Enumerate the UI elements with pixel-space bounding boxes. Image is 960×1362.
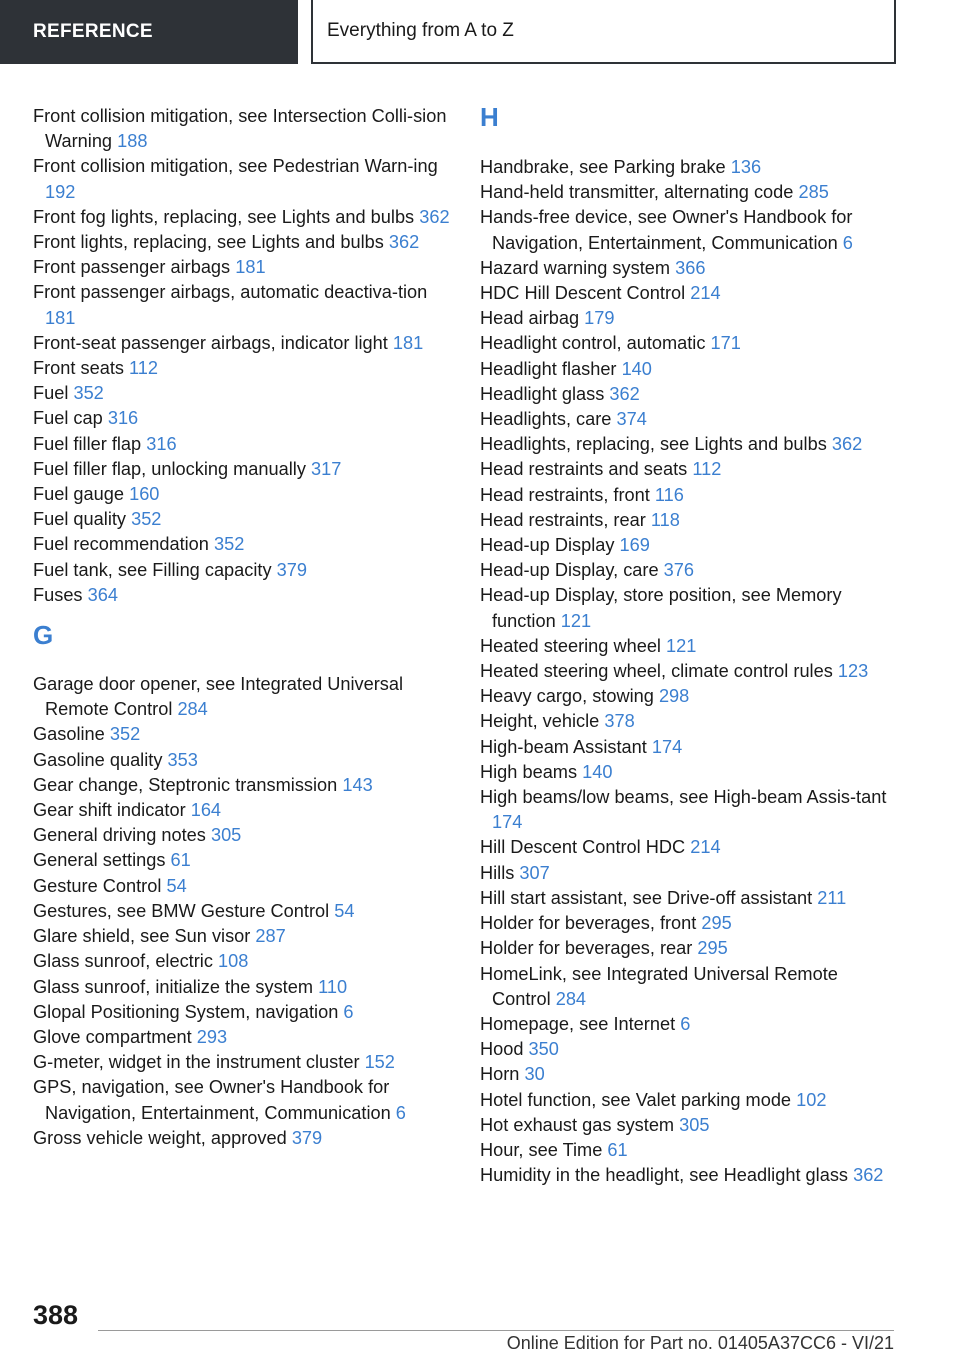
index-entry bbox=[480, 785, 900, 835]
page-reference-link[interactable]: 116 bbox=[654, 484, 684, 505]
page-reference-link[interactable]: 54 bbox=[334, 900, 355, 921]
index-entry-text: GPS, navigation, see Owner's Handbook for Navigation, Entertainment, Communication bbox=[33, 1077, 391, 1123]
index-entry-text: Hands-free device, see Owner's Handbook for Navigation, Entertainment, Communication bbox=[480, 207, 853, 253]
page-reference-link[interactable]: 112 bbox=[692, 459, 722, 480]
index-entry bbox=[33, 748, 453, 773]
page-number: 388 bbox=[33, 1300, 79, 1330]
index-letter-heading: H bbox=[480, 102, 499, 132]
index-entry bbox=[33, 924, 453, 949]
index-entry bbox=[480, 684, 900, 709]
index-entry-text: Headlight flasher bbox=[480, 358, 617, 379]
index-entry-text: High beams bbox=[480, 761, 578, 782]
index-entry bbox=[480, 483, 900, 508]
index-entry bbox=[33, 331, 453, 356]
index-entry bbox=[480, 709, 900, 734]
index-entry bbox=[33, 1075, 453, 1125]
page-header-title: Everything from A to Z bbox=[311, 0, 896, 64]
page-reference-link[interactable]: 295 bbox=[697, 938, 728, 959]
index-entry-text: Heated steering wheel bbox=[480, 635, 661, 656]
index-entry bbox=[480, 1088, 900, 1113]
index-entry bbox=[33, 154, 453, 204]
index-entry bbox=[480, 1062, 900, 1087]
index-entry bbox=[480, 180, 900, 205]
index-entry bbox=[33, 432, 453, 457]
page-reference-link[interactable]: 143 bbox=[342, 774, 373, 795]
page-reference-link[interactable]: 102 bbox=[796, 1089, 827, 1110]
index-entry-text: Front collision mitigation, see Pedestrian Warn-ing bbox=[33, 156, 438, 177]
page-reference-link[interactable]: 160 bbox=[129, 484, 160, 505]
page-reference-link[interactable]: 54 bbox=[166, 875, 187, 896]
index-entry-text: Front lights, replacing, see Lights and bulbs bbox=[33, 232, 384, 253]
index-entry bbox=[480, 457, 900, 482]
index-entry-text: Hood bbox=[480, 1039, 524, 1060]
page-reference-link[interactable]: 350 bbox=[528, 1039, 559, 1060]
index-entry-text: Glare shield, see Sun visor bbox=[33, 926, 251, 947]
index-entry bbox=[33, 1050, 453, 1075]
index-entry-text: Hill Descent Control HDC bbox=[480, 837, 686, 858]
index-entry bbox=[33, 949, 453, 974]
index-entry bbox=[33, 507, 453, 532]
index-entry bbox=[480, 432, 900, 457]
index-entry-text: High-beam Assistant bbox=[480, 736, 647, 757]
index-entry bbox=[33, 406, 453, 431]
index-entry bbox=[480, 634, 900, 659]
page-reference-link[interactable]: 6 bbox=[842, 232, 853, 253]
index-entry bbox=[480, 1138, 900, 1163]
index-entry-text: Hand-held transmitter, alternating code bbox=[480, 182, 794, 203]
page-reference-link[interactable]: 379 bbox=[291, 1127, 323, 1148]
index-entry-text: Fuel bbox=[33, 383, 69, 404]
index-entry-text: Headlight glass bbox=[480, 383, 605, 404]
index-entry-text: Head-up Display, store position, see Memory function bbox=[480, 585, 842, 631]
page-reference-link[interactable]: 61 bbox=[607, 1139, 628, 1160]
index-entry bbox=[33, 381, 453, 406]
index-entry bbox=[480, 155, 900, 180]
index-entry-text: Headlight control, automatic bbox=[480, 333, 706, 354]
index-entry bbox=[33, 848, 453, 873]
page-reference-link[interactable]: 353 bbox=[167, 749, 198, 770]
index-entry-text: Headlights, replacing, see Lights and bulbs bbox=[480, 434, 827, 455]
index-entry-text: Fuel tank, see Filling capacity bbox=[33, 559, 272, 580]
index-entry bbox=[480, 735, 900, 760]
page-reference-link[interactable]: 352 bbox=[109, 724, 141, 745]
index-entry-text: Hills bbox=[480, 862, 515, 883]
index-entry-text: General settings bbox=[33, 850, 166, 871]
index-entry bbox=[33, 280, 453, 330]
page-reference-link[interactable]: 293 bbox=[196, 1026, 228, 1047]
index-entry-text: Heavy cargo, stowing bbox=[480, 686, 654, 707]
page-reference-link[interactable]: 121 bbox=[666, 635, 697, 656]
index-entry-text: Hazard warning system bbox=[480, 257, 671, 278]
index-entry bbox=[480, 256, 900, 281]
page-reference-link[interactable]: 352 bbox=[131, 509, 162, 530]
index-column-left bbox=[33, 104, 453, 1151]
index-entry-text: Gear change, Steptronic transmission bbox=[33, 774, 338, 795]
index-entry-text: Glass sunroof, initialize the system bbox=[33, 976, 313, 997]
index-entry-text: Holder for beverages, front bbox=[480, 913, 697, 934]
page-reference-link[interactable]: 179 bbox=[584, 308, 615, 329]
index-entry bbox=[33, 672, 453, 722]
index-entry-text: Garage door opener, see Integrated Universal Remote Control bbox=[33, 674, 404, 720]
index-entry bbox=[480, 533, 900, 558]
index-entry-text: Handbrake, see Parking brake bbox=[480, 157, 726, 177]
page-reference-link[interactable]: 295 bbox=[701, 913, 732, 934]
page-reference-link[interactable]: 171 bbox=[710, 333, 741, 354]
index-entry-text: Front passenger airbags, automatic deactiva-tion bbox=[33, 282, 428, 303]
index-entry bbox=[33, 356, 453, 381]
index-entry-text: Front collision mitigation, see Intersection Colli-sion Warning bbox=[33, 106, 447, 152]
page-reference-link[interactable]: 136 bbox=[730, 157, 762, 177]
page-reference-link[interactable]: 376 bbox=[663, 560, 695, 581]
index-entry-text: Head restraints, front bbox=[480, 484, 650, 505]
page-reference-link[interactable]: 316 bbox=[146, 433, 177, 454]
page-reference-link[interactable]: 181 bbox=[392, 332, 424, 353]
footer-divider bbox=[98, 1330, 894, 1331]
page-reference-link[interactable]: 316 bbox=[107, 408, 139, 429]
index-entry bbox=[33, 773, 453, 798]
index-entry bbox=[480, 936, 900, 961]
index-entry-text: Head restraints, rear bbox=[480, 509, 646, 530]
index-entry bbox=[33, 1000, 453, 1025]
index-entry bbox=[33, 482, 453, 507]
page-reference-link[interactable]: 284 bbox=[177, 699, 208, 720]
index-entry-text: Fuel filler flap, unlocking manually bbox=[33, 458, 306, 479]
page-reference-link[interactable]: 188 bbox=[117, 131, 148, 152]
page-reference-link[interactable]: 169 bbox=[619, 535, 650, 556]
page-reference-link[interactable]: 192 bbox=[45, 181, 76, 202]
index-entry-text: Hill start assistant, see Drive-off assistant bbox=[480, 887, 813, 908]
page-reference-link[interactable]: 362 bbox=[388, 232, 420, 253]
index-entry bbox=[480, 1113, 900, 1138]
page-reference-link[interactable]: 152 bbox=[364, 1052, 395, 1073]
section-tab: REFERENCE bbox=[0, 0, 298, 64]
footer-edition: Online Edition for Part no. 01405A37CC6 - VI/21 bbox=[506, 1333, 894, 1353]
index-entry-text: High beams/low beams, see High-beam Assis-tant bbox=[480, 787, 887, 808]
index-entry bbox=[33, 583, 453, 608]
index-entry-text: Glass sunroof, electric bbox=[33, 951, 213, 972]
index-entry-text: Heated steering wheel, climate control rules bbox=[480, 661, 833, 682]
index-entry-text: Hour, see Time bbox=[480, 1139, 603, 1160]
page-reference-link[interactable]: 305 bbox=[210, 825, 242, 846]
page-reference-link[interactable]: 6 bbox=[680, 1013, 691, 1034]
index-entry-text: Gestures, see BMW Gesture Control bbox=[33, 900, 330, 921]
index-entry bbox=[33, 1126, 453, 1151]
index-entry-text: Fuses bbox=[33, 584, 83, 605]
index-entry-text: Fuel recommendation bbox=[33, 534, 209, 555]
index-entry bbox=[480, 861, 900, 886]
index-entry-text: Front passenger airbags bbox=[33, 257, 231, 278]
page-reference-link[interactable]: 121 bbox=[560, 610, 592, 631]
page-reference-link[interactable]: 317 bbox=[311, 458, 342, 479]
page-reference-link[interactable]: 362 bbox=[831, 434, 863, 455]
index-entry bbox=[480, 886, 900, 911]
index-entry-text: Head airbag bbox=[480, 308, 580, 329]
page-reference-link[interactable]: 284 bbox=[555, 988, 587, 1009]
page-reference-link[interactable]: 211 bbox=[817, 887, 847, 908]
index-entry bbox=[480, 407, 900, 432]
index-entry bbox=[480, 281, 900, 306]
index-entry-text: Front-seat passenger airbags, indicator light bbox=[33, 332, 388, 353]
index-entry bbox=[480, 357, 900, 382]
index-entry bbox=[33, 1025, 453, 1050]
index-entry bbox=[480, 835, 900, 860]
page-reference-link[interactable]: 305 bbox=[679, 1114, 710, 1135]
index-entry-text: Humidity in the headlight, see Headlight glass bbox=[480, 1165, 849, 1186]
index-column-right bbox=[480, 104, 900, 1188]
index-entry-text: Front seats bbox=[33, 358, 124, 379]
index-entry bbox=[480, 306, 900, 331]
page-reference-link[interactable]: 285 bbox=[798, 182, 829, 203]
index-entry-text: Fuel quality bbox=[33, 509, 127, 530]
index-entry-text: Fuel filler flap bbox=[33, 433, 142, 454]
index-entry-text: Glopal Positioning System, navigation bbox=[33, 1001, 339, 1022]
index-entry-text: Fuel gauge bbox=[33, 484, 125, 505]
index-entry-text: General driving notes bbox=[33, 825, 206, 846]
index-entry bbox=[480, 1012, 900, 1037]
page-reference-link[interactable]: 112 bbox=[129, 358, 159, 379]
index-entry bbox=[33, 899, 453, 924]
index-entry-text: Hotel function, see Valet parking mode bbox=[480, 1089, 792, 1110]
index-entry bbox=[480, 558, 900, 583]
index-entry bbox=[33, 205, 453, 230]
index-entry-text: Gasoline quality bbox=[33, 749, 163, 770]
page-reference-link[interactable]: 352 bbox=[213, 534, 245, 555]
page-reference-link[interactable]: 287 bbox=[255, 926, 286, 947]
page-reference-link[interactable]: 298 bbox=[658, 686, 690, 707]
index-entry-text: HomeLink, see Integrated Universal Remote Control bbox=[480, 963, 838, 1009]
page-reference-link[interactable]: 164 bbox=[190, 800, 222, 821]
index-entry-text: Horn bbox=[480, 1064, 520, 1085]
index-entry-text: Gross vehicle weight, approved bbox=[33, 1127, 287, 1148]
index-entry-text: Height, vehicle bbox=[480, 711, 600, 732]
index-entry bbox=[33, 255, 453, 280]
page-reference-link[interactable]: 362 bbox=[419, 206, 450, 227]
page-reference-link[interactable]: 366 bbox=[675, 257, 706, 278]
page-reference-link[interactable]: 174 bbox=[651, 736, 683, 757]
index-entry-text: Head-up Display, care bbox=[480, 560, 659, 581]
page-reference-link[interactable]: 379 bbox=[276, 559, 307, 580]
index-entry-text: Headlights, care bbox=[480, 409, 612, 430]
index-entry-text: HDC Hill Descent Control bbox=[480, 283, 686, 304]
page-reference-link[interactable]: 140 bbox=[582, 761, 613, 782]
index-entry bbox=[480, 1163, 900, 1188]
index-entry bbox=[33, 722, 453, 747]
index-entry bbox=[480, 508, 900, 533]
index-entry bbox=[480, 331, 900, 356]
page-reference-link[interactable]: 362 bbox=[853, 1165, 884, 1186]
page-reference-link[interactable]: 118 bbox=[650, 509, 680, 530]
index-entry bbox=[480, 205, 900, 255]
index-entry bbox=[33, 975, 453, 1000]
index-entry bbox=[33, 798, 453, 823]
page-reference-link[interactable]: 108 bbox=[217, 951, 249, 972]
page-reference-link[interactable]: 181 bbox=[235, 257, 266, 278]
index-entry bbox=[33, 457, 453, 482]
index-entry bbox=[33, 532, 453, 557]
index-entry-text: Head restraints and seats bbox=[480, 459, 688, 480]
index-entry bbox=[33, 104, 453, 154]
index-entry-text: Gasoline bbox=[33, 724, 105, 745]
page-reference-link[interactable]: 352 bbox=[73, 383, 104, 404]
index-entry-text: Holder for beverages, rear bbox=[480, 938, 693, 959]
page-reference-link[interactable]: 364 bbox=[87, 584, 118, 605]
page-reference-link[interactable]: 378 bbox=[604, 711, 635, 732]
index-entry-text: Hot exhaust gas system bbox=[480, 1114, 675, 1135]
page-reference-link[interactable]: 214 bbox=[690, 283, 721, 304]
index-entry bbox=[33, 823, 453, 848]
page-reference-link[interactable]: 174 bbox=[492, 812, 523, 833]
page-reference-link[interactable]: 374 bbox=[616, 409, 647, 430]
page-reference-link[interactable]: 123 bbox=[837, 661, 869, 682]
page-reference-link[interactable]: 6 bbox=[343, 1001, 354, 1022]
page-reference-link[interactable]: 6 bbox=[395, 1102, 406, 1123]
page-reference-link[interactable]: 110 bbox=[318, 976, 348, 997]
index-entry-text: Head-up Display bbox=[480, 535, 615, 556]
index-entry bbox=[480, 1037, 900, 1062]
index-entry-text: Gesture Control bbox=[33, 875, 162, 896]
page-reference-link[interactable]: 140 bbox=[621, 358, 652, 379]
index-entry bbox=[480, 962, 900, 1012]
page-reference-link[interactable]: 362 bbox=[609, 383, 640, 404]
page-reference-link[interactable]: 61 bbox=[170, 850, 191, 871]
index-letter-heading: G bbox=[33, 620, 54, 651]
index-entry-text: Homepage, see Internet bbox=[480, 1013, 676, 1034]
page-reference-link[interactable]: 181 bbox=[45, 307, 76, 328]
page-reference-link[interactable]: 214 bbox=[690, 837, 721, 858]
page-reference-link[interactable]: 30 bbox=[524, 1064, 545, 1085]
index-entry-text: Fuel cap bbox=[33, 408, 103, 429]
index-entry-text: Gear shift indicator bbox=[33, 800, 186, 821]
index-entry bbox=[480, 659, 900, 684]
index-entry bbox=[480, 583, 900, 633]
index-entry bbox=[480, 382, 900, 407]
index-entry-text: Glove compartment bbox=[33, 1026, 192, 1047]
index-entry bbox=[33, 230, 453, 255]
page-reference-link[interactable]: 307 bbox=[519, 862, 550, 883]
index-entry bbox=[480, 760, 900, 785]
index-entry bbox=[480, 911, 900, 936]
index-entry bbox=[33, 874, 453, 899]
index-entry-text: Front fog lights, replacing, see Lights and bulbs bbox=[33, 206, 415, 227]
index-entry-text: G-meter, widget in the instrument cluster bbox=[33, 1052, 360, 1073]
index-entry bbox=[33, 558, 453, 583]
